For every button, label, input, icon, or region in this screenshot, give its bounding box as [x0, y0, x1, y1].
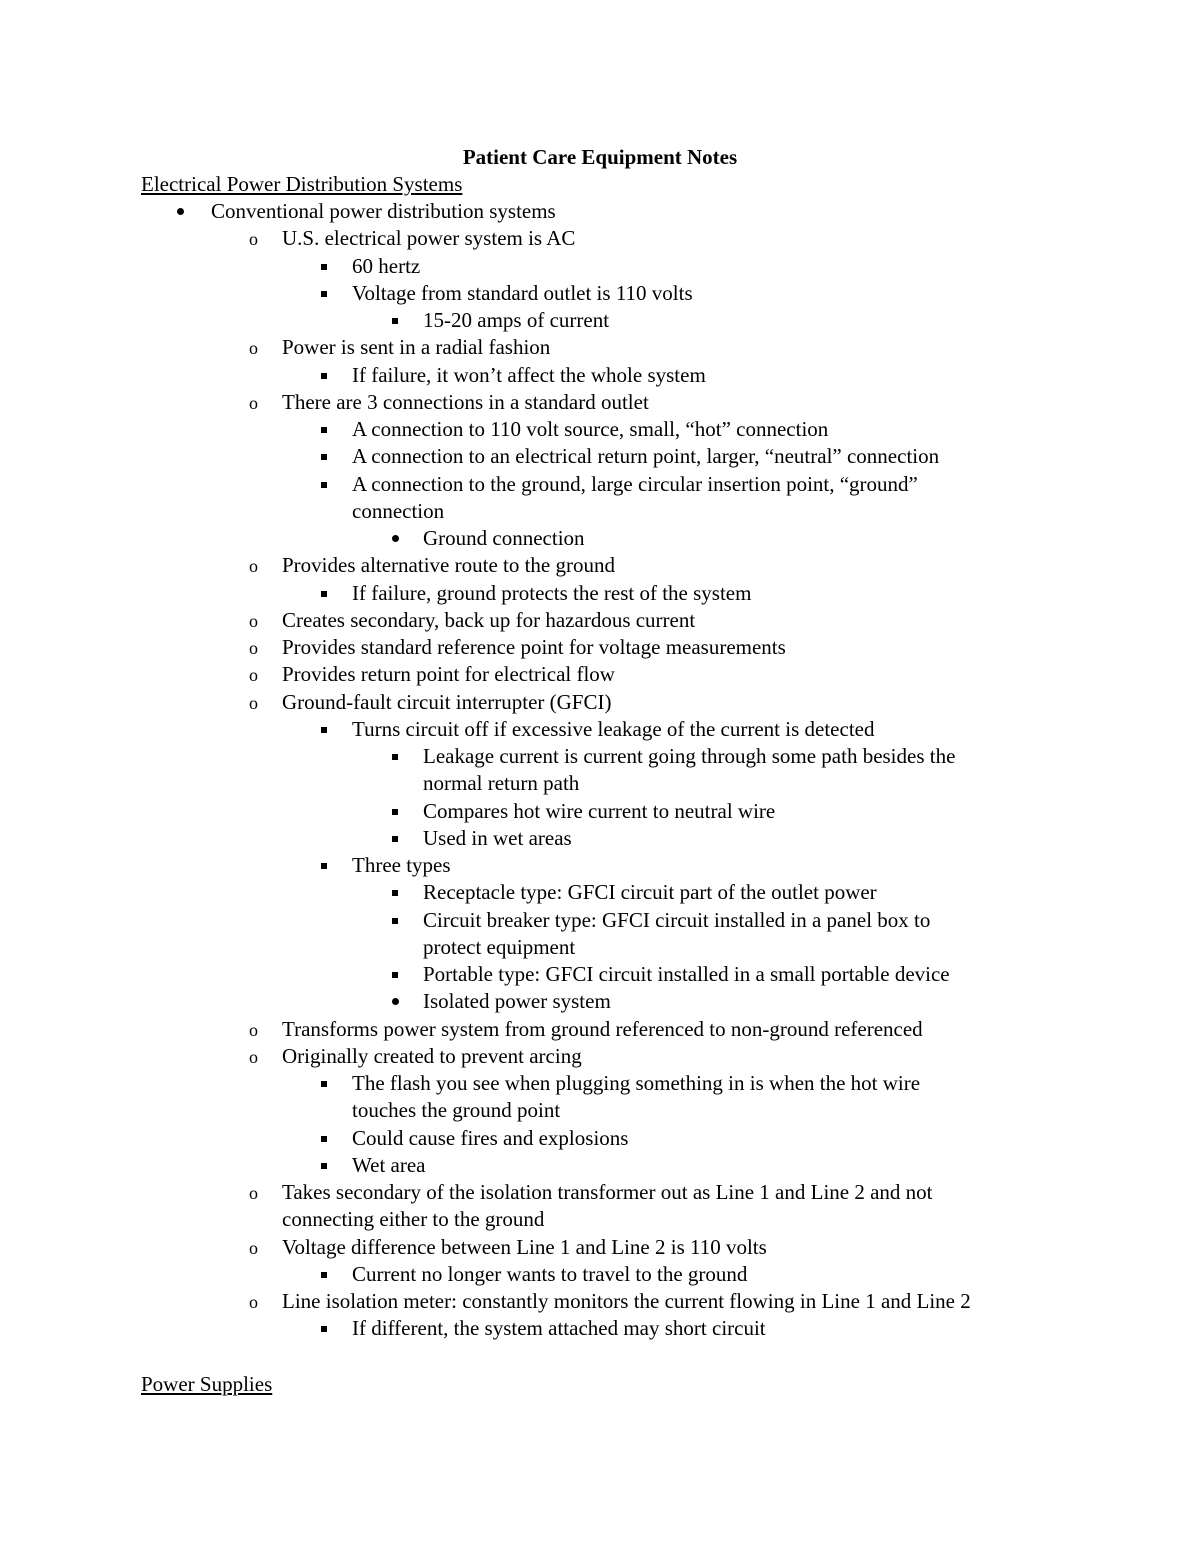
square-bullet-icon [321, 454, 327, 460]
square-bullet-icon [321, 727, 327, 733]
circle-bullet-icon: o [249, 1046, 258, 1067]
square-bullet-icon [321, 863, 327, 869]
list-item: Creates secondary, back up for hazardous current [282, 607, 696, 632]
square-bullet-icon [321, 1163, 327, 1169]
square-bullet-icon [321, 264, 327, 270]
list-item: normal return path [423, 771, 580, 796]
square-bullet-icon [392, 918, 398, 924]
square-bullet-icon [392, 809, 398, 815]
list-item: Provides standard reference point for voltage measurements [282, 635, 786, 659]
square-bullet-icon [392, 972, 398, 978]
list-item: protect equipment [423, 934, 576, 959]
list-item: Ground-fault circuit interrupter (GFCI) [282, 689, 612, 714]
section-heading-power-supplies: Power Supplies [141, 1372, 273, 1396]
list-item: Conventional power distribution systems [211, 199, 556, 223]
square-bullet-icon [321, 591, 327, 597]
list-item: Provides return point for electrical flow [282, 662, 615, 687]
list-item: A connection to the ground, large circular insertion point, “ground” [352, 471, 918, 496]
list-item: Three types [352, 853, 451, 877]
list-item: Current no longer wants to travel to the ground [352, 1261, 748, 1286]
square-bullet-icon [321, 1081, 327, 1087]
list-item: Transforms power system from ground referenced to non-ground referenced [282, 1016, 923, 1041]
square-bullet-icon [392, 318, 398, 324]
bullet-icon [392, 535, 399, 542]
circle-bullet-icon: o [249, 692, 258, 713]
list-item: If failure, ground protects the rest of the system [352, 580, 752, 605]
list-item: There are 3 connections in a standard outlet [282, 389, 649, 414]
list-item: connection [352, 498, 445, 523]
page-title: Patient Care Equipment Notes [462, 145, 738, 169]
list-item: Takes secondary of the isolation transformer out as Line 1 and Line 2 and not [282, 1180, 933, 1204]
list-item: A connection to an electrical return point, larger, “neutral” connection [352, 444, 940, 469]
circle-bullet-icon: o [249, 338, 258, 359]
circle-bullet-icon: o [249, 556, 258, 577]
list-item: Voltage difference between Line 1 and Line 2 is 110 volts [282, 1234, 767, 1259]
list-item: connecting either to the ground [282, 1207, 545, 1232]
list-item: Wet area [352, 1152, 426, 1177]
list-item: Used in wet areas [423, 825, 572, 850]
list-item: U.S. electrical power system is AC [282, 226, 576, 251]
list-item: The flash you see when plugging something in is when the hot wire [352, 1071, 921, 1095]
list-item: touches the ground point [352, 1098, 561, 1123]
circle-bullet-icon: o [249, 610, 258, 631]
square-bullet-icon [392, 754, 398, 760]
circle-bullet-icon: o [249, 665, 258, 686]
list-item: Originally created to prevent arcing [282, 1043, 582, 1068]
square-bullet-icon [321, 373, 327, 379]
list-item: Portable type: GFCI circuit installed in a small portable device [423, 962, 950, 986]
list-item: Isolated power system [423, 989, 611, 1014]
list-item: 15-20 amps of current [423, 308, 610, 332]
circle-bullet-icon: o [249, 1019, 258, 1040]
square-bullet-icon [392, 836, 398, 842]
square-bullet-icon [321, 427, 327, 433]
list-item: Circuit breaker type: GFCI circuit installed in a panel box to [423, 907, 931, 932]
circle-bullet-icon: o [249, 1292, 258, 1312]
square-bullet-icon [321, 291, 327, 297]
circle-bullet-icon: o [249, 638, 258, 658]
list-item: Compares hot wire current to neutral wire [423, 798, 776, 823]
list-item: Power is sent in a radial fashion [282, 335, 551, 360]
bullet-icon [392, 998, 399, 1005]
square-bullet-icon [321, 1272, 327, 1278]
list-item: Receptacle type: GFCI circuit part of the outlet power [423, 880, 877, 905]
square-bullet-icon [321, 1326, 327, 1332]
list-item: If failure, it won’t affect the whole system [352, 362, 706, 387]
square-bullet-icon [321, 482, 327, 488]
list-item: Voltage from standard outlet is 110 volts [352, 280, 693, 305]
list-item: Ground connection [423, 526, 585, 550]
list-item: Line isolation meter: constantly monitors the current flowing in Line 1 and Line 2 [282, 1289, 971, 1313]
circle-bullet-icon: o [249, 1237, 258, 1258]
list-item: Could cause fires and explosions [352, 1125, 629, 1150]
section-heading-electrical: Electrical Power Distribution Systems [141, 172, 463, 196]
list-item: A connection to 110 volt source, small, “hot” connection [352, 417, 829, 441]
circle-bullet-icon: o [249, 229, 258, 250]
list-item: 60 hertz [352, 253, 421, 278]
list-item: If different, the system attached may short circuit [352, 1316, 766, 1341]
square-bullet-icon [392, 890, 398, 896]
bullet-icon [177, 208, 184, 215]
circle-bullet-icon: o [249, 392, 258, 413]
list-item: Leakage current is current going through some path besides the [423, 744, 956, 768]
circle-bullet-icon: o [249, 1183, 258, 1203]
list-item: Turns circuit off if excessive leakage of the current is detected [352, 716, 875, 741]
list-item: Provides alternative route to the ground [282, 553, 615, 578]
square-bullet-icon [321, 1136, 327, 1142]
